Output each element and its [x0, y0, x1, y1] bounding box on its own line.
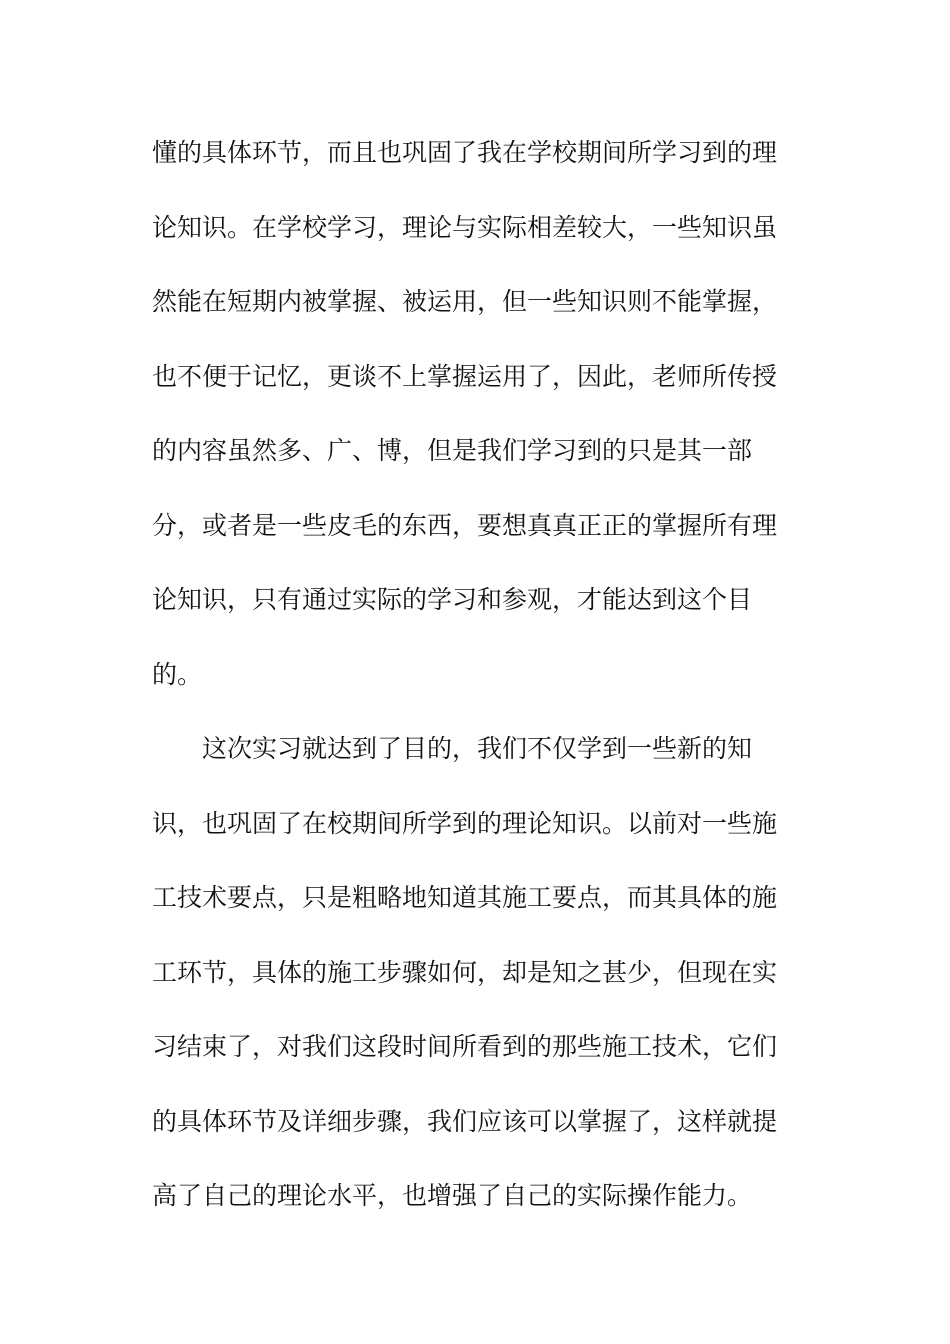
text-line: 工环节，具体的施工步骤如何，却是知之甚少，但现在实: [152, 957, 778, 987]
text-line: 也不便于记忆，更谈不上掌握运用了，因此，老师所传授: [152, 361, 778, 391]
text-line: 论知识。在学校学习，理论与实际相差较大，一些知识虽: [152, 212, 778, 242]
text-line: 懂的具体环节，而且也巩固了我在学校期间所学习到的理: [152, 138, 778, 167]
text-line: 然能在短期内被掌握、被运用，但一些知识则不能掌握，: [152, 287, 778, 316]
text-line: 论知识，只有通过实际的学习和参观，才能达到这个目: [152, 585, 753, 614]
paragraph-start-line: 这次实习就达到了目的，我们不仅学到一些新的知: [202, 734, 753, 763]
text-line: 习结束了，对我们这段时间所看到的那些施工技术，它们: [152, 1032, 778, 1061]
text-line: 的具体环节及详细步骤，我们应该可以掌握了，这样就提: [152, 1106, 778, 1136]
body-text: [152, 126, 802, 1244]
text-line: 的内容虽然多、广、博，但是我们学习到的只是其一部: [152, 436, 753, 465]
text-line: 识，也巩固了在校期间所学到的理论知识。以前对一些施: [152, 808, 778, 838]
text-line: 分，或者是一些皮毛的东西，要想真真正正的掌握所有理: [152, 510, 778, 540]
text-line: 高了自己的理论水平，也增强了自己的实际操作能力。: [152, 1181, 753, 1210]
text-line: 的。: [152, 659, 203, 689]
text-line: 工技术要点，只是粗略地知道其施工要点，而其具体的施: [152, 883, 778, 912]
